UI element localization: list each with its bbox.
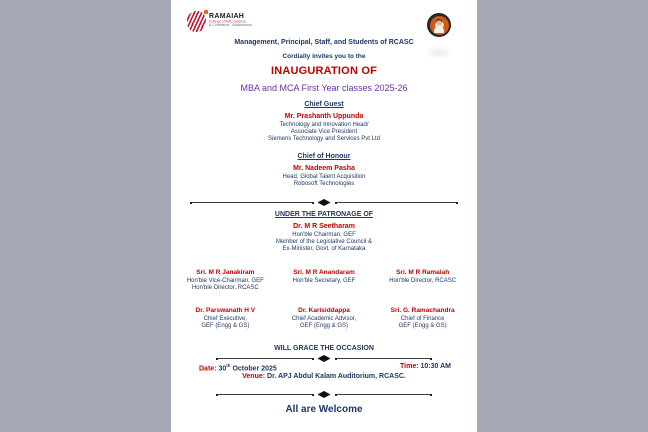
dignitary-title: Hon'ble Director, RCASC: [191, 284, 259, 291]
dignitaries-row-2: [179, 307, 469, 330]
portrait-medallion-icon: [427, 13, 451, 37]
divider-inner-dot: [312, 394, 314, 396]
dignitary-title: Chief Academic Advisor,: [291, 315, 357, 322]
divider-inner-dot: [312, 358, 314, 360]
divider-end-dot: [430, 394, 432, 396]
invitees-line: Management, Principal, Staff, and Students of RCASC: [234, 39, 414, 46]
divider-inner-dot: [312, 202, 314, 204]
patron-name: Dr. M R Seetharam: [293, 223, 355, 230]
chief-guest-designation-1: Technology and Innovation Head/: [279, 121, 369, 128]
chief-guest-section: [171, 101, 477, 143]
dignitary-card: [278, 269, 371, 292]
diamond-icon: [318, 391, 331, 398]
dignitary-name: Dr. Karisiddappa: [298, 307, 350, 314]
diamond-icon: [318, 199, 331, 206]
chief-of-honour-heading: Chief of Honour: [297, 153, 351, 160]
logo-title: RAMAIAH: [209, 13, 245, 20]
patron-designation-1: Hon'ble Chairman, GEF: [292, 231, 356, 238]
dignitary-card: [179, 269, 272, 292]
patronage-heading: UNDER THE PATRONAGE OF: [274, 211, 374, 218]
invite-line: Cordially invites you to the: [282, 53, 366, 60]
divider-line: [337, 358, 431, 359]
chief-of-honour-designation: Head, Global Talent Acquisition: [282, 173, 366, 180]
college-logo: [187, 11, 283, 32]
patron-designation-3: Ex-Minister, Govt. of Karnataka: [282, 245, 366, 252]
ornament-divider: [190, 199, 458, 206]
dignitary-title: Hon'ble Vice-Chairman, GEF: [186, 277, 264, 284]
dignitary-card: [179, 307, 272, 330]
chief-of-honour-section: [171, 153, 477, 188]
dignitary-title: Chief Executive,: [203, 315, 247, 322]
divider-end-dot: [430, 358, 432, 360]
diamond-icon: [318, 355, 331, 362]
dignitary-title: GEF (Engg & GS): [299, 322, 348, 329]
patron-designation-2: Member of the Legislative Council &: [275, 238, 373, 245]
event-title: INAUGURATION OF: [270, 65, 378, 77]
divider-line: [337, 394, 431, 395]
dignitary-name: Dr. Parswanath H V: [195, 307, 256, 314]
dignitary-title: Hon'ble Secretary, GEF: [292, 277, 356, 284]
occasion-heading: WILL GRACE THE OCCASION: [274, 345, 374, 352]
divider-line: [218, 394, 312, 395]
dignitary-card: [278, 307, 371, 330]
divider-line: [337, 202, 457, 203]
logo-subtitle-line1: College of Arts, Science: [209, 20, 246, 24]
dignitary-title: GEF (Engg & GS): [398, 322, 447, 329]
dignitary-title: GEF (Engg & GS): [201, 322, 250, 329]
ornament-divider: [216, 391, 432, 398]
portrait-photo: [430, 16, 449, 35]
chief-of-honour-name: Mr. Nadeem Pasha: [293, 165, 355, 172]
event-venue: [171, 373, 477, 380]
event-time: [400, 363, 451, 372]
dignitary-name: Sri. M R Ramaiah: [396, 269, 450, 276]
dignitary-name: Sri. M R Anandaram: [293, 269, 355, 276]
dignitary-title: Chief of Finance: [400, 315, 445, 322]
date-month-year: October 2025: [230, 365, 277, 373]
divider-line: [192, 202, 312, 203]
time-label: Time:: [400, 363, 419, 370]
divider-end-dot: [456, 202, 458, 204]
logo-subtitle-line2: & Commerce - Autonomous: [209, 23, 252, 27]
dignitary-title: Hon'ble Director, RCASC: [389, 277, 457, 284]
time-value: 10:30 AM: [418, 363, 451, 370]
chief-guest-name: Mr. Prashanth Uppunda: [284, 113, 364, 120]
patronage-section: [171, 211, 477, 253]
venue-value: Dr. APJ Abdul Kalam Auditorium, RCASC.: [265, 373, 406, 380]
chief-of-honour-organisation: Robosoft Technologies: [293, 180, 355, 187]
logo-subtitle: [209, 20, 252, 27]
welcome-message: All are Welcome: [285, 404, 363, 415]
dignitary-name: Sri. G. Ramachandra: [390, 307, 455, 314]
invitation-page: [171, 0, 477, 432]
event-date: [199, 363, 277, 372]
chief-guest-heading: Chief Guest: [304, 101, 344, 108]
ornament-divider: [216, 355, 432, 362]
chief-guest-organisation: Siemens Technology and Services Pvt Ltd: [268, 135, 380, 142]
date-time-row: [199, 363, 451, 372]
dignitary-card: [376, 269, 469, 292]
date-ordinal: th: [226, 363, 231, 368]
venue-label: Venue:: [242, 373, 266, 380]
date-day: 30: [218, 365, 227, 373]
logo-text: [209, 11, 283, 32]
event-subtitle: MBA and MCA First Year classes 2025-26: [240, 83, 408, 93]
divider-line: [218, 358, 312, 359]
dignitaries-row-1: [179, 269, 469, 292]
date-label: Date:: [199, 365, 217, 373]
chief-guest-designation-2: Associate Vice President: [290, 128, 358, 135]
dignitary-card: [376, 307, 469, 330]
dignitary-name: Sri. M R Janakiram: [196, 269, 255, 276]
ramaiah-shield-icon: [187, 11, 206, 32]
